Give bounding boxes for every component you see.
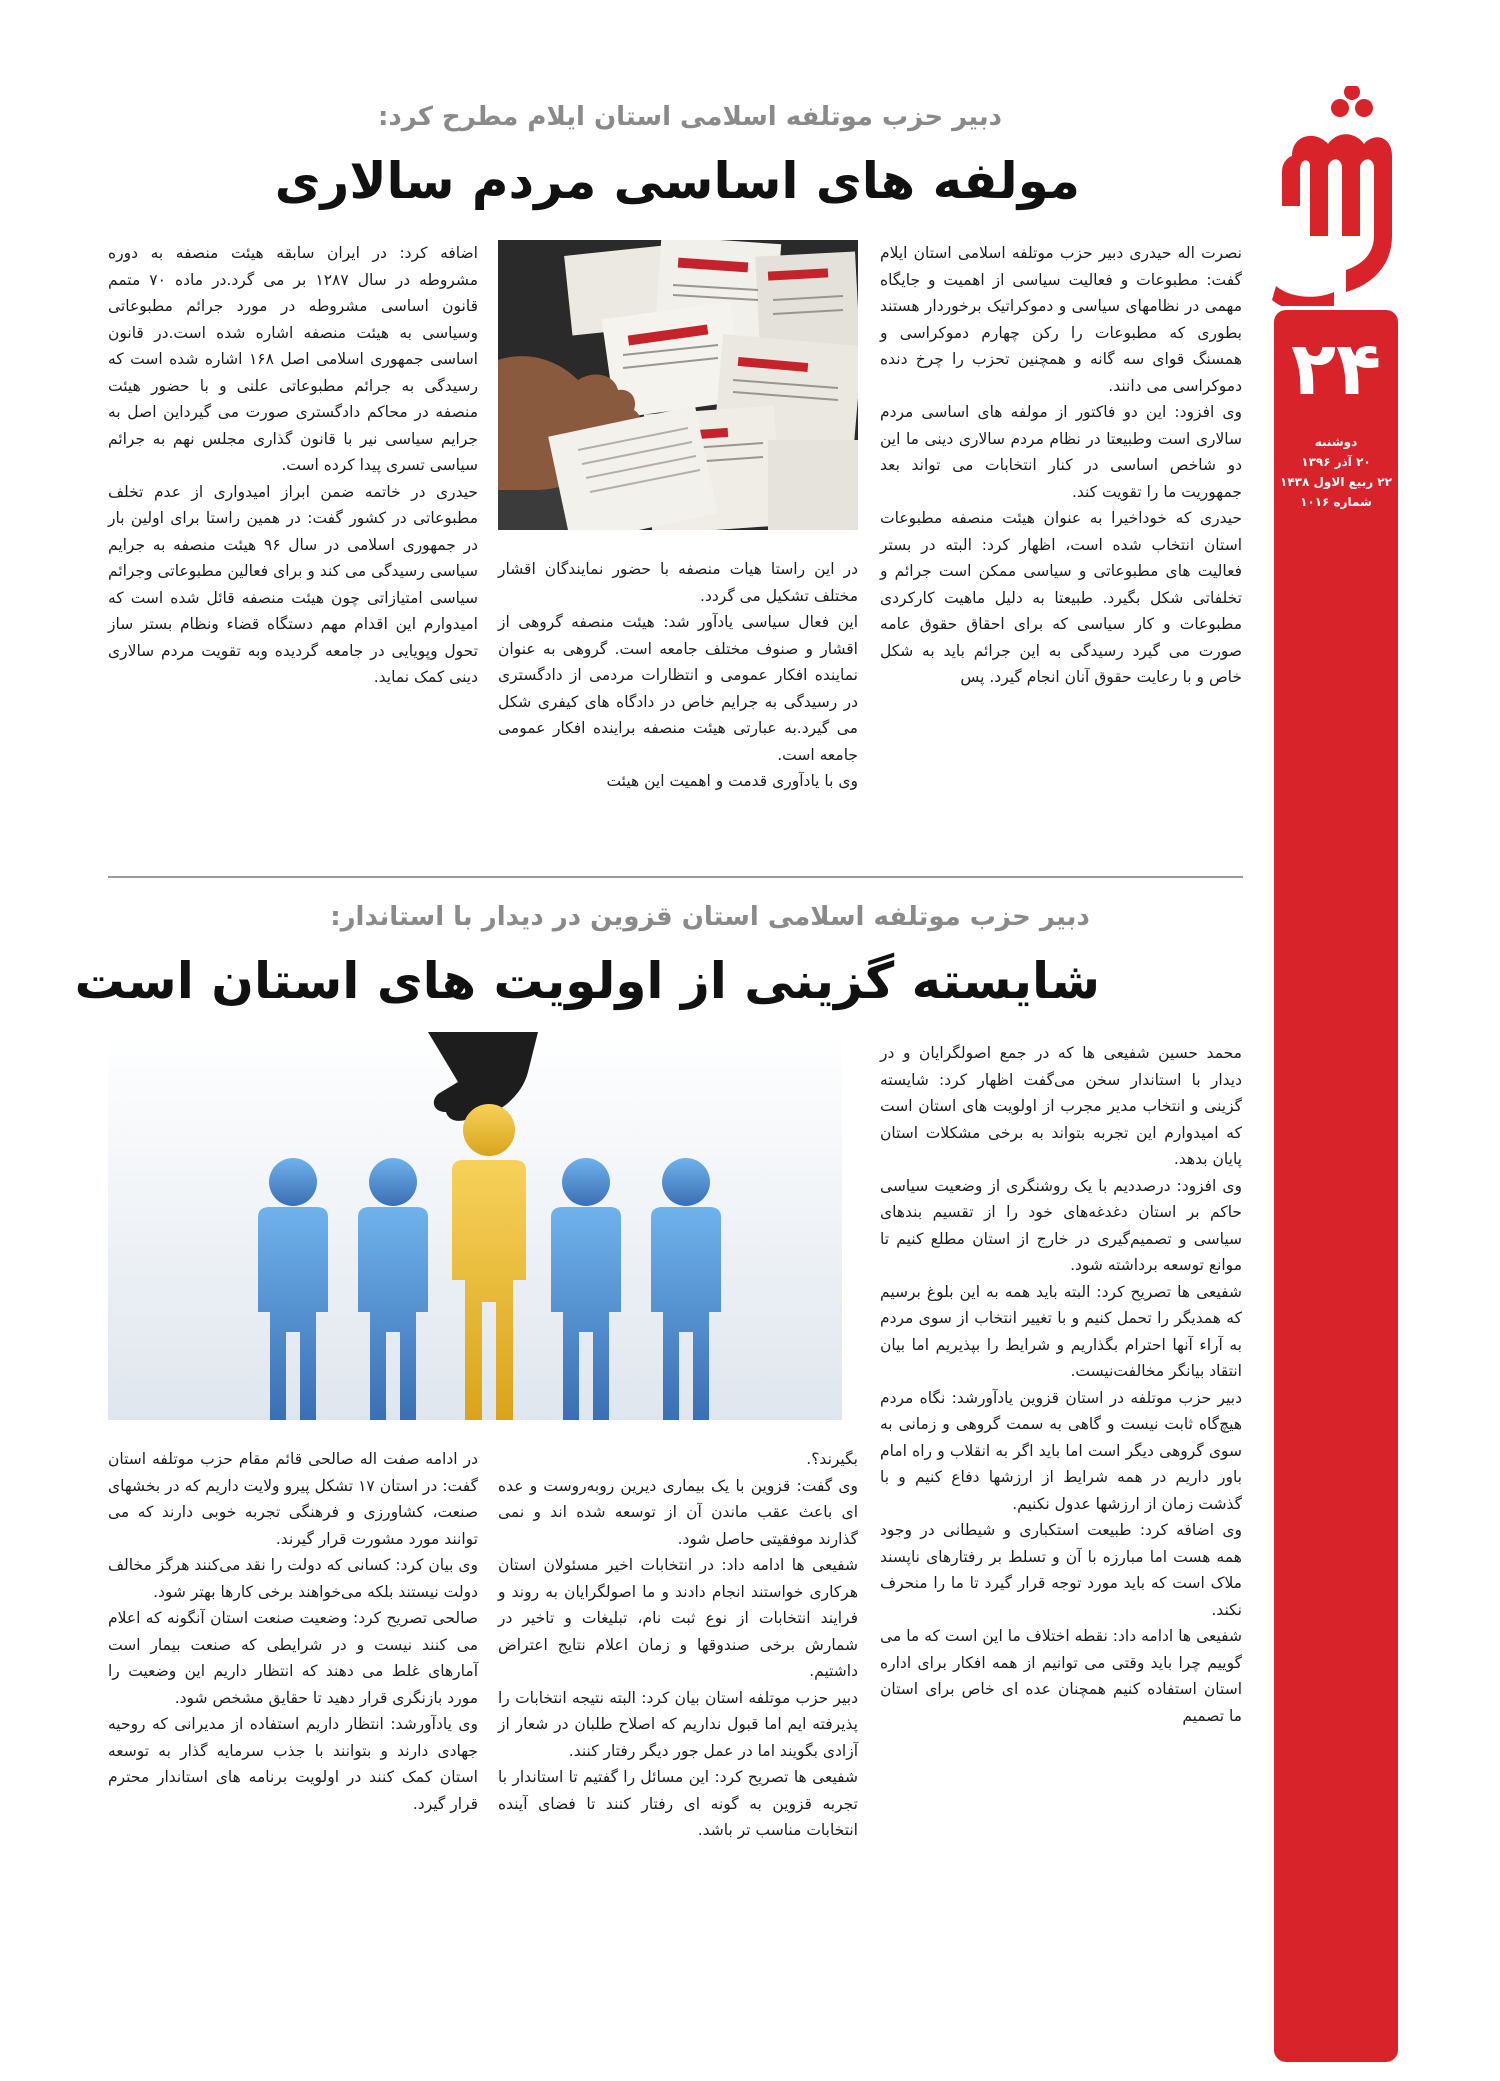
paragraph: حیدری در خاتمه ضمن ابراز امیدواری از عدم تخلف مطبوعاتی در کشور گفت: در همین راستا برای اولین بار در جمهوری اسلامی در سال ۹۶ هیئت منصفه به جرایم سیاسی رسیدگی می کند و برای فعالین مطبوعاتی وجرائم سیاسی امتیازاتی چون هیئت منصفه قائل شده است که امیدوارم این اقدام مهم دستگاه قضاء ونظام بستر ساز تحول وپویایی در جامعه گردیده وبه تقویت مردم سالاری دینی کمک نماید. [108, 482, 478, 686]
article1-kicker: دبیر حزب موتلفه اسلامی استان ایلام مطرح کرد: [377, 102, 1003, 132]
paragraph: در این راستا هیات منصفه با حضور نمایندگان اقشار مختلف تشکیل می گردد. [498, 560, 858, 605]
article2-col-middle [498, 1446, 858, 1844]
masthead-logo [1270, 86, 1400, 306]
article2-headline: شایسته گزینی از اولویت های استان است [74, 952, 1100, 1010]
page-number: ۲۴ [1290, 326, 1382, 412]
date-lunar: ۲۲ ربیع الاول ۱۴۳۸ [1280, 475, 1392, 489]
paragraph: شفیعی ها تصریح کرد: البته باید همه به این بلوغ برسیم که همدیگر را تحمل کنیم و با تغییر انتخاب از سوی مردم به آراء آنها احترام بگذاریم و شرایط را بپذیریم اما بیان انتقاد بیانگر مخالفت‌نیست. [880, 1282, 1242, 1380]
paragraph: وی با یادآوری قدمت و اهمیت این هیئت [606, 772, 858, 790]
issue-date-block [1280, 432, 1392, 512]
paragraph: شفیعی ها تصریح کرد: این مسائل را گفتیم تا استاندار با تجربه قزوین به گونه ای رفتار کنند تا فضای آینده انتخابات مناسب تر باشد. [498, 1768, 858, 1839]
paragraph: بگیرند؟. [806, 1450, 858, 1468]
paragraph: شفیعی ها ادامه داد: نقطه اختلاف ما این است که ما می گوییم چرا باید وقتی می توانیم از همه افکار برای اداره استان استفاده کنیم همچنان عده ای خاص برای استان ما تصمیم [880, 1627, 1242, 1725]
sidebar-bar [1274, 310, 1398, 2062]
issue-label: شماره ۱۰۱۶ [1300, 495, 1372, 509]
selection-illustration [108, 1032, 842, 1420]
paragraph: دبیر حزب موتلفه استان بیان کرد: البته نتیجه انتخابات را پذیرفته ایم اما قبول نداریم که اصلاح طلبان در شعار از آزادی بگویند اما در عمل جور دیگر رفتار کنند. [498, 1688, 858, 1760]
article1-col-right [880, 240, 1242, 691]
paragraph: شفیعی ها ادامه داد: در انتخابات اخیر مسئولان استان هرکاری خواستند انجام دادند و ما اصولگرایان به روند و فرایند انتخابات از نوع ثبت نام، تبلیغات و تاخیر در شمارش برخی صندوقها و زمان اعلام نتایج اعتراض داشتیم. [498, 1556, 858, 1680]
paragraph: این فعال سیاسی یادآور شد: هیئت منصفه گروهی از اقشار و صنوف مختلف جامعه است. گروهی به عنوان نماینده افکار عمومی و انتظارات مردمی از دادگستری در رسیدگی به جرایم خاص در دادگاه های کیفری شکل می گیرد.به عبارتی هیئت منصفه براینده افکار عمومی جامعه است. [498, 613, 858, 764]
article1-col-left [108, 240, 478, 691]
paragraph: صالحی تصریح کرد: وضعیت صنعت استان آنگونه که اعلام می کنند نیست و در شرایطی که صنعت بیمار است آمارهای غلط می دهند که انتظار داریم این وضعیت را مورد بازنگری قرار دهید تا حقایق مشخص شود. [108, 1609, 478, 1707]
paragraph: وی گفت: قزوین با یک بیماری دیرین روبه‌روست و عده ای باعث عقب ماندن آن از توسعه شده اند و نمی گذارند موفقیتی حاصل شود. [498, 1476, 858, 1548]
paragraph: وی اضافه کرد: طبیعت استکباری و شیطانی در وجود همه هست اما مبارزه با آن و تسلط بر رفتارهای ناپسند ملاک است که باید مورد توجه قرار گیرد تا ما را منحرف نکند. [880, 1521, 1242, 1619]
paragraph: در ادامه صفت اله صالحی قائم مقام حزب موتلفه استان گفت: در استان ۱۷ تشکل پیرو ولایت داریم که در بخشهای صنعت، کشاورزی و فرهنگی تجربه خوبی دارند که می توانند مورد مشورت قرار گیرند. [108, 1450, 478, 1548]
paragraph: وی افزود: درصددیم با یک روشنگری از وضعیت سیاسی حاکم بر استان دغدغه‌های خود را از تقسیم بندهای سیاسی و تصمیم‌گیری در خارج از استان مطلع کنیم تا موانع توسعه برداشته شود. [880, 1176, 1242, 1274]
article2-col-right [880, 1040, 1242, 1729]
paragraph: حیدری که خوداخیرا به عنوان هیئت منصفه مطبوعات استان انتخاب شده است، اظهار کرد: البته در بستر فعالیت های مطبوعاتی و سیاسی ممکن است جرائم و تخلفاتی شکل بگیرد. طبیعتا به دلیل ماهیت کارکردی مطبوعات و کار سیاسی که برای احقاق حقوق عامه صورت می گیرد رسیدگی به این جرائم باید به شکل خاص و با رعایت حقوق آنان انجام گیرد. پس [880, 509, 1242, 686]
article1-col-middle [498, 556, 858, 795]
weekday: دوشنبه [1314, 435, 1358, 449]
article2-col-left [108, 1446, 478, 1817]
paragraph: محمد حسین شفیعی ها که در جمع اصولگرایان و در دیدار با استاندار سخن می‌گفت اظهار کرد: شایسته گزینی و انتخاب مدیر مجرب از اولویت های استان است که امیدوارم این تجربه بتواند به برخی مشکلات استان پایان بدهد. [880, 1044, 1242, 1168]
paragraph: وی یادآورشد: انتظار داریم استفاده از مدیرانی که روحیه جهادی دارند و بتوانند با جذب سرمایه گذار به توسعه استان کمک کنند در اولویت برنامه های استاندار محترم قرار گیرد. [108, 1715, 478, 1813]
article1-headline: مولفه های اساسی مردم سالاری [274, 152, 1080, 210]
paragraph: اضافه کرد: در ایران سابقه هیئت منصفه به دوره مشروطه در سال ۱۲۸۷ بر می گرد.در ماده ۷۰ متمم قانون اساسی مشروطه در مورد جرائم مطبوعاتی وسیاسی به هیئت منصفه اشاره شده است.در قانون اساسی جمهوری اسلامی اصل ۱۶۸ اشاره شده است که رسیدگی به جرائم مطبوعاتی علنی و با حضور هیئت منصفه در محاکم دادگستری صورت می گیرداین اصل به جرایم سیاسی نیر با قانون گذاری مجلس نهم به جرائم سیاسی تسری پیدا کرده است. [108, 244, 478, 474]
paragraph: نصرت اله حیدری دبیر حزب موتلفه اسلامی استان ایلام گفت: مطبوعات و فعالیت سیاسی از اهمیت و جایگاه مهمی در نظامهای سیاسی و دموکراتیک برخوردار هستند بطوری که مطبوعات را رکن چهارم دموکراسی و همسنگ قوای سه گانه و همچنین تحزب را چرخ دنده دموکراسی می دانند. [880, 244, 1242, 395]
paragraph: وی بیان کرد: کسانی که دولت را نقد می‌کنند هرگز مخالف دولت نیستند بلکه می‌خواهند برخی کارها بهتر شود. [108, 1556, 478, 1601]
logo-mark [1270, 86, 1400, 306]
date-solar: ۲۰ آذر ۱۳۹۶ [1301, 455, 1371, 469]
paragraph: دبیر حزب موتلفه در استان قزوین یادآورشد: نگاه مردم هیچ‌گاه ثابت نیست و گاهی به سمت گروهی و زمانی به سوی گروهی دیگر است اما باید اگر به انقلاب و راه امام باور داریم در همه شرایط از ارزشها دفاع کنیم و با گذشت زمان از ارزشها عدول نکنیم. [880, 1388, 1242, 1513]
section-divider [108, 876, 1243, 878]
newspaper-stand-photo [498, 240, 858, 530]
paragraph: وی افزود: این دو فاکتور از مولفه های اساسی مردم سالاری است وطبیعتا در نظام مردم سالاری دینی ما این دو شاخص اساسی در کنار انتخابات می تواند بعد جمهوریت ما را تقویت کند. [880, 403, 1242, 501]
article2-kicker: دبیر حزب موتلفه اسلامی استان قزوین در دیدار با استاندار: [330, 902, 1090, 932]
